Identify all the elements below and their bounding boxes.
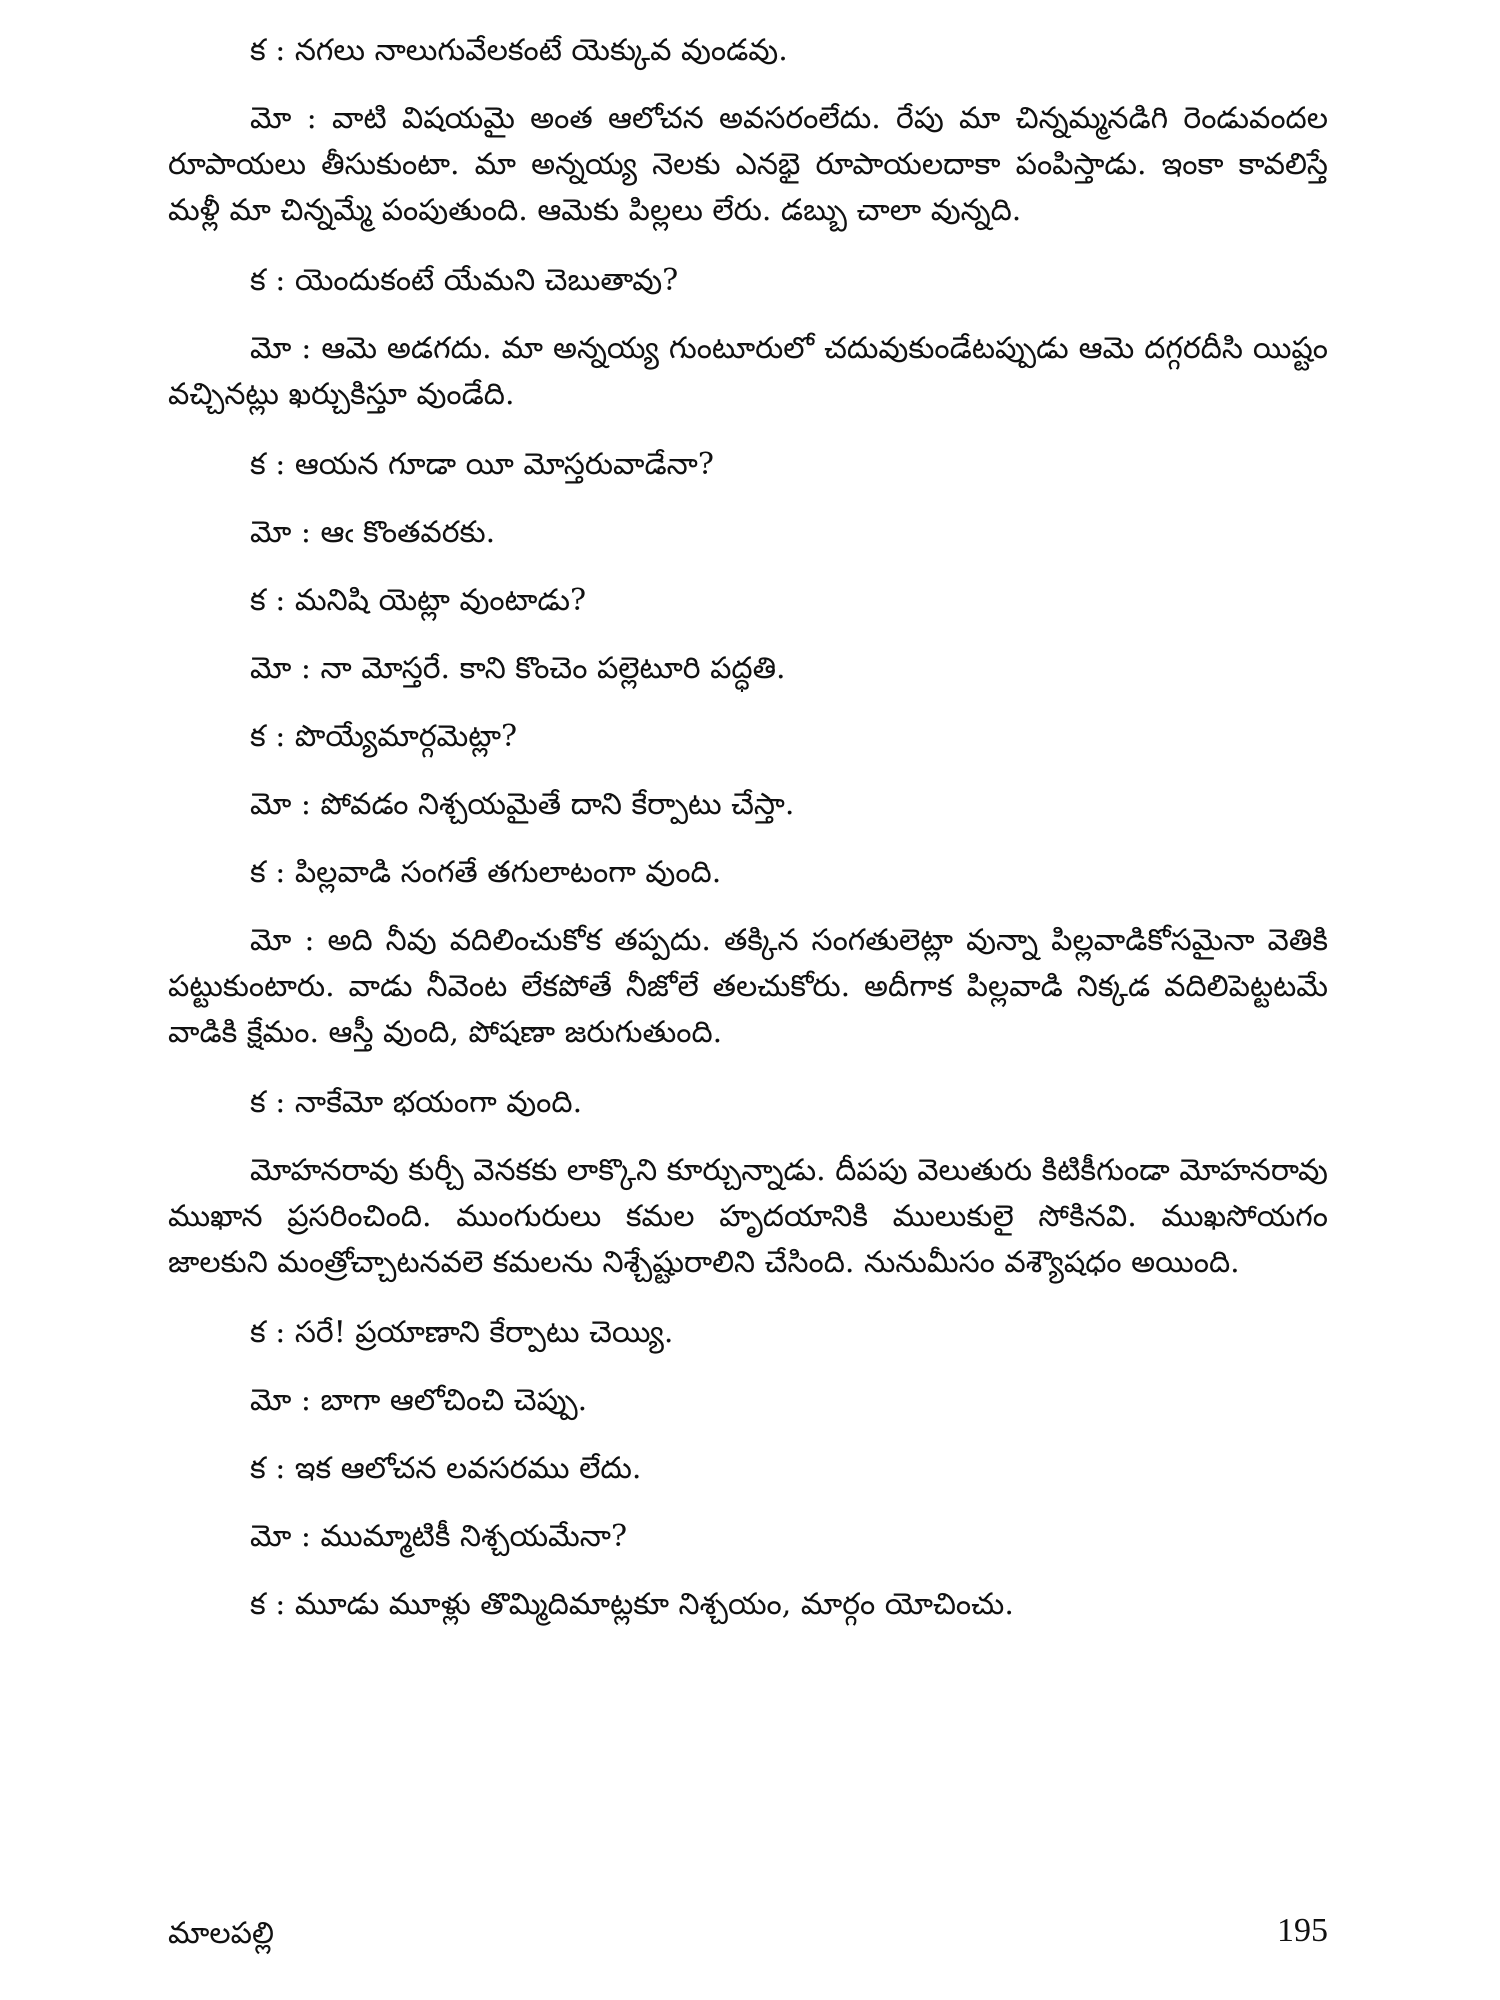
dialogue-line: మో : నా మోస్తరే. కాని కొంచెం పల్లెటూరి పద్ధతి.	[250, 651, 786, 686]
dialogue-line: మో : అది నీవు వదిలించుకోక తప్పదు. తక్కిన సంగతులెట్లా వున్నా పిల్లవాడికోసమైనా వెతికి పట్టుకుంటారు. వాడు నీవెంట లేకపోతే నీజోలే తలచుకోరు. అదీగాక పిల్లవాడి నిక్కడ వదిలిపెట్టటమే వాడికి క్షేమం. ఆస్తీ వుంది, పోషణా జరుగుతుంది.	[168, 923, 1328, 1050]
body-text	[168, 28, 1328, 1650]
page-number: 195	[1277, 1912, 1328, 1949]
dialogue-line: క : ఆయన గూడా యీ మోస్తరువాడేనా?	[250, 447, 714, 482]
dialogue-line: క : పిల్లవాడి సంగతే తగులాటంగా వుంది.	[250, 855, 722, 890]
dialogue-line: మో : ఆఁ కొంతవరకు.	[250, 515, 496, 550]
dialogue-line: క : పొయ్యేమార్గమెట్లా?	[250, 719, 518, 754]
dialogue-line: క : సరే! ప్రయాణాని కేర్పాటు చెయ్యి.	[250, 1315, 674, 1350]
dialogue-line: క : నాకేమో భయంగా వుంది.	[250, 1085, 583, 1120]
dialogue-line: క : మనిషి యెట్లా వుంటాడు?	[250, 583, 587, 618]
dialogue-line: మో : బాగా ఆలోచించి చెప్పు.	[250, 1383, 588, 1418]
dialogue-line: మో : వాటి విషయమై అంత ఆలోచన అవసరంలేదు. రేపు మా చిన్నమ్మనడిగి రెండువందల రూపాయలు తీసుకుంటా. మా అన్నయ్య నెలకు ఎనభై రూపాయలదాకా పంపిస్తాడు. ఇంకా కావలిస్తే మళ్లీ మా చిన్నమ్మే పంపుతుంది. ఆమెకు పిల్లలు లేరు. డబ్బు చాలా వున్నది.	[168, 101, 1328, 228]
page-footer	[168, 1912, 1328, 1956]
dialogue-line: మో : ఆమె అడగదు. మా అన్నయ్య గుంటూరులో చదువుకుండేటప్పుడు ఆమె దగ్గరదీసి యిష్టం వచ్చినట్లు ఖర్చుకిస్తూ వుండేది.	[168, 331, 1328, 412]
dialogue-line: క : నగలు నాలుగువేలకంటే యెక్కువ వుండవు.	[250, 33, 788, 68]
dialogue-line: క : యెందుకంటే యేమని చెబుతావు?	[250, 263, 679, 298]
narrative-paragraph: మోహనరావు కుర్చీ వెనకకు లాక్కొని కూర్చున్నాడు. దీపపు వెలుతురు కిటికీగుండా మోహనరావు ముఖాన ప్రసరించింది. ముంగురులు కమల హృదయానికి ములుకులై సోకినవి. ముఖసోయగం జాలకుని మంత్రోచ్చాటనవలె కమలను నిశ్చేష్టురాలిని చేసింది. నునుమీసం వశ్యౌషధం అయింది.	[168, 1153, 1328, 1280]
dialogue-line: క : ఇక ఆలోచన లవసరము లేదు.	[250, 1451, 642, 1486]
dialogue-line: క : మూడు మూళ్లు తొమ్మిదిమాట్లకూ నిశ్చయం, మార్గం యోచించు.	[250, 1587, 1014, 1622]
dialogue-line: మో : పోవడం నిశ్చయమైతే దాని కేర్పాటు చేస్తా.	[250, 787, 795, 822]
book-title: మాలపల్లి	[168, 1916, 274, 1951]
dialogue-line: మో : ముమ్మాటికీ నిశ్చయమేనా?	[250, 1519, 628, 1554]
